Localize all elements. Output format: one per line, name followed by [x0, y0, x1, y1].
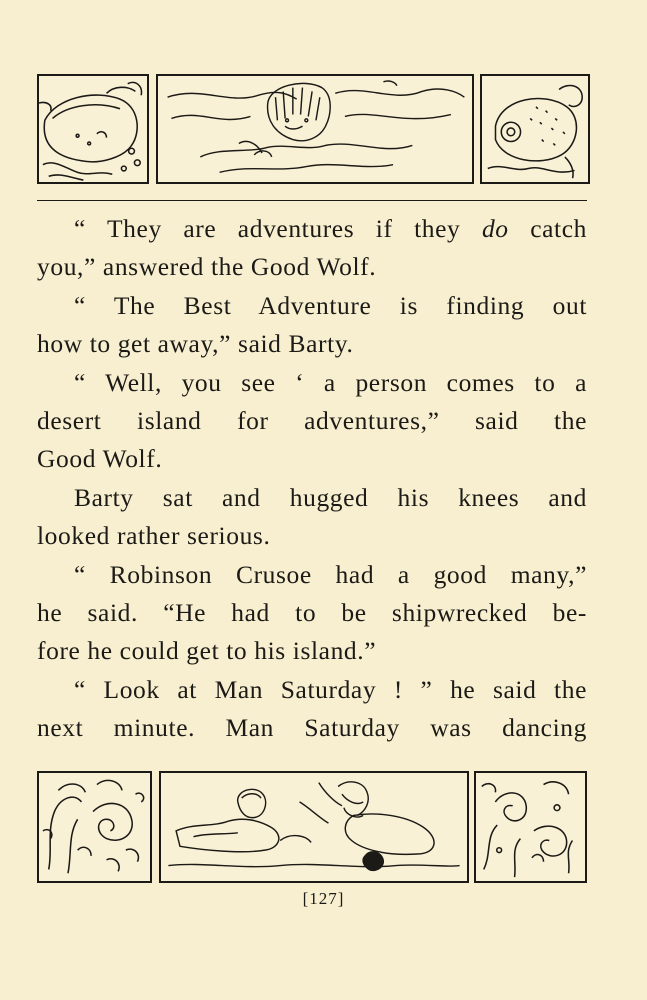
body-text [37, 210, 587, 747]
text-line: Good Wolf. [37, 444, 163, 474]
text-line: “ Well, you see ‘ a person comes to a [74, 367, 587, 397]
text-line: Barty sat and hugged his knees and [74, 482, 587, 512]
crab-vignette-left [37, 74, 149, 184]
text-line: desert island for adventures,” said the [37, 405, 587, 435]
header-rule [37, 200, 587, 201]
text-line: how to get away,” said Barty. [37, 329, 354, 359]
child-and-wolf-panel [159, 771, 469, 883]
text-line: “ Robinson Crusoe had a good many,” [74, 559, 587, 589]
seaweed-vignette-left [37, 771, 152, 883]
text-line: “ Look at Man Saturday ! ” he said the [74, 674, 587, 704]
page-number: [127] [302, 889, 345, 908]
text-line: “ They are adventures if they do catch [74, 214, 587, 243]
text-line: you,” answered the Good Wolf. [37, 252, 377, 282]
fish-vignette-right [480, 74, 590, 184]
text-line: next minute. Man Saturday was dancing [37, 713, 587, 743]
text-line: he said. “He had to be shipwrecked be- [37, 597, 587, 627]
text-line: fore he could get to his island.” [37, 636, 377, 666]
swimming-child-panel [156, 74, 474, 184]
text-line: looked rather serious. [37, 521, 271, 551]
seaweed-vignette-right [474, 771, 587, 883]
text-line: “ The Best Adventure is finding out [74, 290, 587, 320]
